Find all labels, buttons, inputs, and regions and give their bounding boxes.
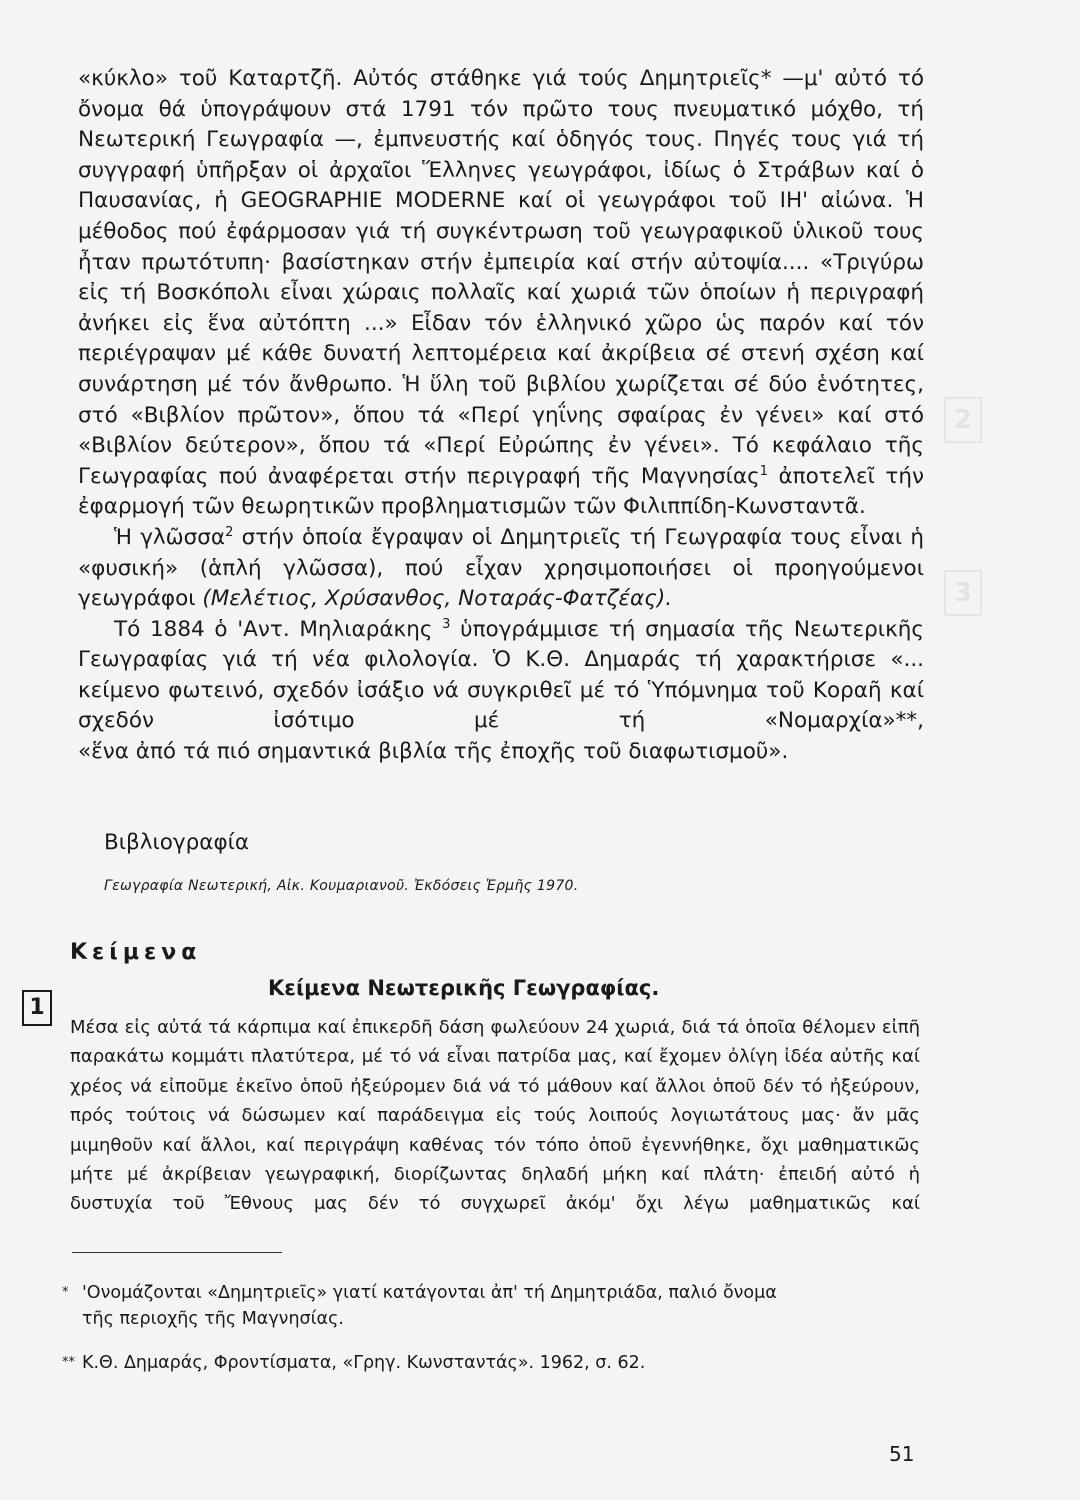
section-heading: Κείμενα (70, 940, 202, 965)
text-number-box: 1 (22, 990, 52, 1026)
footnote-mark: ** (62, 1355, 75, 1370)
page-number: 51 (889, 1442, 915, 1466)
body-text (78, 64, 924, 768)
footnote-ref: 3 (442, 616, 451, 632)
paragraph-3-last-line: «ἕνα ἀπό τά πιό σημαντικά βιβλία τῆς ἐποχῆς τοῦ διαφωτισμοῦ». (78, 739, 789, 765)
footnote-divider (72, 1252, 282, 1253)
paragraph-1: «κύκλο» τοῦ Καταρτζῆ. Αὐτός στάθηκε γιά τούς Δημητριεῖς* —μ' αὐτό τό ὄνομα θά ὑπογράψουν στά 1791 τόν πρῶτο τους πνευματικό μόχθο, τή Νεωτερική Γεωγραφία —, ἐμπνευστής καί ὁδηγός τους. Πηγές τους γιά τή συγγραφή ὑπῆρξαν οἱ ἀρχαῖοι Ἕλληνες γεωγράφοι, ἰδίως ὁ Στράβων καί ὁ Παυσανίας, ἡ GEOGRAPHIE MODERNE καί οἱ γεωγράφοι τοῦ ΙΗ' αἰώνα. Ἡ μέθοδος πού ἐφάρμοσαν γιά τή συγκέντρωση τοῦ γεωγραφικοῦ ὑλικοῦ τους ἦταν πρωτότυπη· βασίστηκαν στήν ἐμπειρία καί στήν αὐτοψία.... «Τριγύρω εἰς τή Βοσκόπολι εἶναι χώραις πολλαῖς καί χωριά τῶν ὁποίων ἡ περιγραφή ἀνήκει εἰς ἕνα αὐτόπτη ...» Εἶδαν τόν ἑλληνικό χῶρο ὡς παρόν καί τόν περιέγραψαν μέ κάθε δυνατή λεπτομέρεια καί ἀκρίβεια σέ στενή σχέση καί συνάρτηση μέ τόν ἄνθρωπο. Ἡ ὕλη τοῦ βιβλίου χωρίζεται σέ δύο ἑνότητες, στό «Βιβλίον πρῶτον», ὅπου τά «Περί γηΐνης σφαίρας ἐν γένει» καί στό «Βιβλίον δεύτερον», ὅπου τά «Περί Εὐρώπης ἐν γένει». Τό κεφάλαιο τῆς Γεωγραφίας πού ἀναφέρεται στήν περιγραφή τῆς Μαγνησίας$^1$ ἀποτελεῖ τήν ἐφαρμογή τῶν θεωρητικῶν προβληματισμῶν τῶν Φιλιππίδη-Κωνσταντᾶ. (78, 66, 924, 520)
bibliography-heading: Βιβλιογραφία (104, 830, 250, 855)
bibliography-entry: Γεωγραφία Νεωτερική, Αἰκ. Κουμαριανοῦ. Ἐκδόσεις Ἑρμῆς 1970. (104, 878, 579, 894)
faint-section-mark: 3 (944, 570, 982, 616)
paragraph-2: Ἡ γλῶσσα$^2$ στήν ὁποία ἔγραψαν οἱ Δημητριεῖς τή Γεωγραφία τους εἶναι ἡ «φυσική» (ἁπλή γλῶσσα), πού εἶχαν χρησιμοποιήσει οἱ προηγούμενοι γεωγράφοι (Μελέτιος, Χρύσανθος, Νοταράς-Φατζέας). (78, 524, 924, 612)
footnote-2: ** Κ.Θ. Δημαράς, Φροντίσματα, «Γρηγ. Κωνσταντάς». 1962, σ. 62. (62, 1350, 912, 1376)
text-title: Κείμενα Νεωτερικῆς Γεωγραφίας. (268, 976, 660, 1000)
footnote-ref: 1 (759, 463, 768, 479)
italic-names: (Μελέτιος, Χρύσανθος, Νοταράς-Φατζέας). (202, 586, 673, 612)
footnote-ref: 2 (225, 524, 234, 540)
faint-section-mark: 2 (944, 397, 982, 443)
footnote-mark: * (62, 1285, 69, 1300)
footnote-1: * 'Ονομάζονται «Δημητριεῖς» γιατί κατάγονται ἀπ' τή Δημητριάδα, παλιό ὄνομα τῆς περιοχῆς τῆς Μαγνησίας. (62, 1280, 912, 1332)
paragraph-3: Τό 1884 ὁ 'Αντ. Μηλιαράκης $^3$ ὑπογράμμισε τή σημασία τῆς Νεωτερικῆς Γεωγραφίας γιά τή νέα φιλολογία. Ὁ Κ.Θ. Δημαράς τή χαρακτήρισε «... κείμενο φωτεινό, σχεδόν ἰσάξιο νά συγκριθεῖ μέ τό Ὑπόμνημα τοῦ Κοραῆ καί σχεδόν ἰσότιμο μέ τή «Νομαρχία»**, (78, 616, 924, 734)
excerpt-text: Μέσα εἰς αὐτά τά κάρπιμα καί ἐπικερδῆ δάση φωλεύουν 24 χωριά, διά τά ὁποῖα θέλομεν εἰπῆ παρακάτω κομμάτι πλατύτερα, μέ τό νά εἶναι πατρίδα μας, καί ἔχομεν ὀλίγη ἰδέα αὐτῆς καί χρέος νά εἰποῦμε ἐκεῖνο ὁποῦ ἠξεύρομεν διά νά τό μάθουν καί ἄλλοι ὁποῦ δέν τό ἠξεύρουν, πρός τούτοις νά δώσωμεν καί παράδειγμα εἰς τούς λοιπούς λογιωτάτους μας· ἄν μᾶς μιμηθοῦν καί ἄλλοι, καί περιγράψη καθένας τόν τόπο ὁποῦ ἐγεννήθηκε, ὄχι μαθηματικῶς μήτε μέ ἀκρίβειαν γεωγραφική, διορίζωντας δηλαδή μήκη καί πλάτη· ἐπειδή αὐτό ἡ δυστυχία τοῦ Ἔθνους μας δέν τό συγχωρεῖ ἀκόμ' ὄχι λέγω μαθηματικῶς καί (70, 1017, 920, 1215)
